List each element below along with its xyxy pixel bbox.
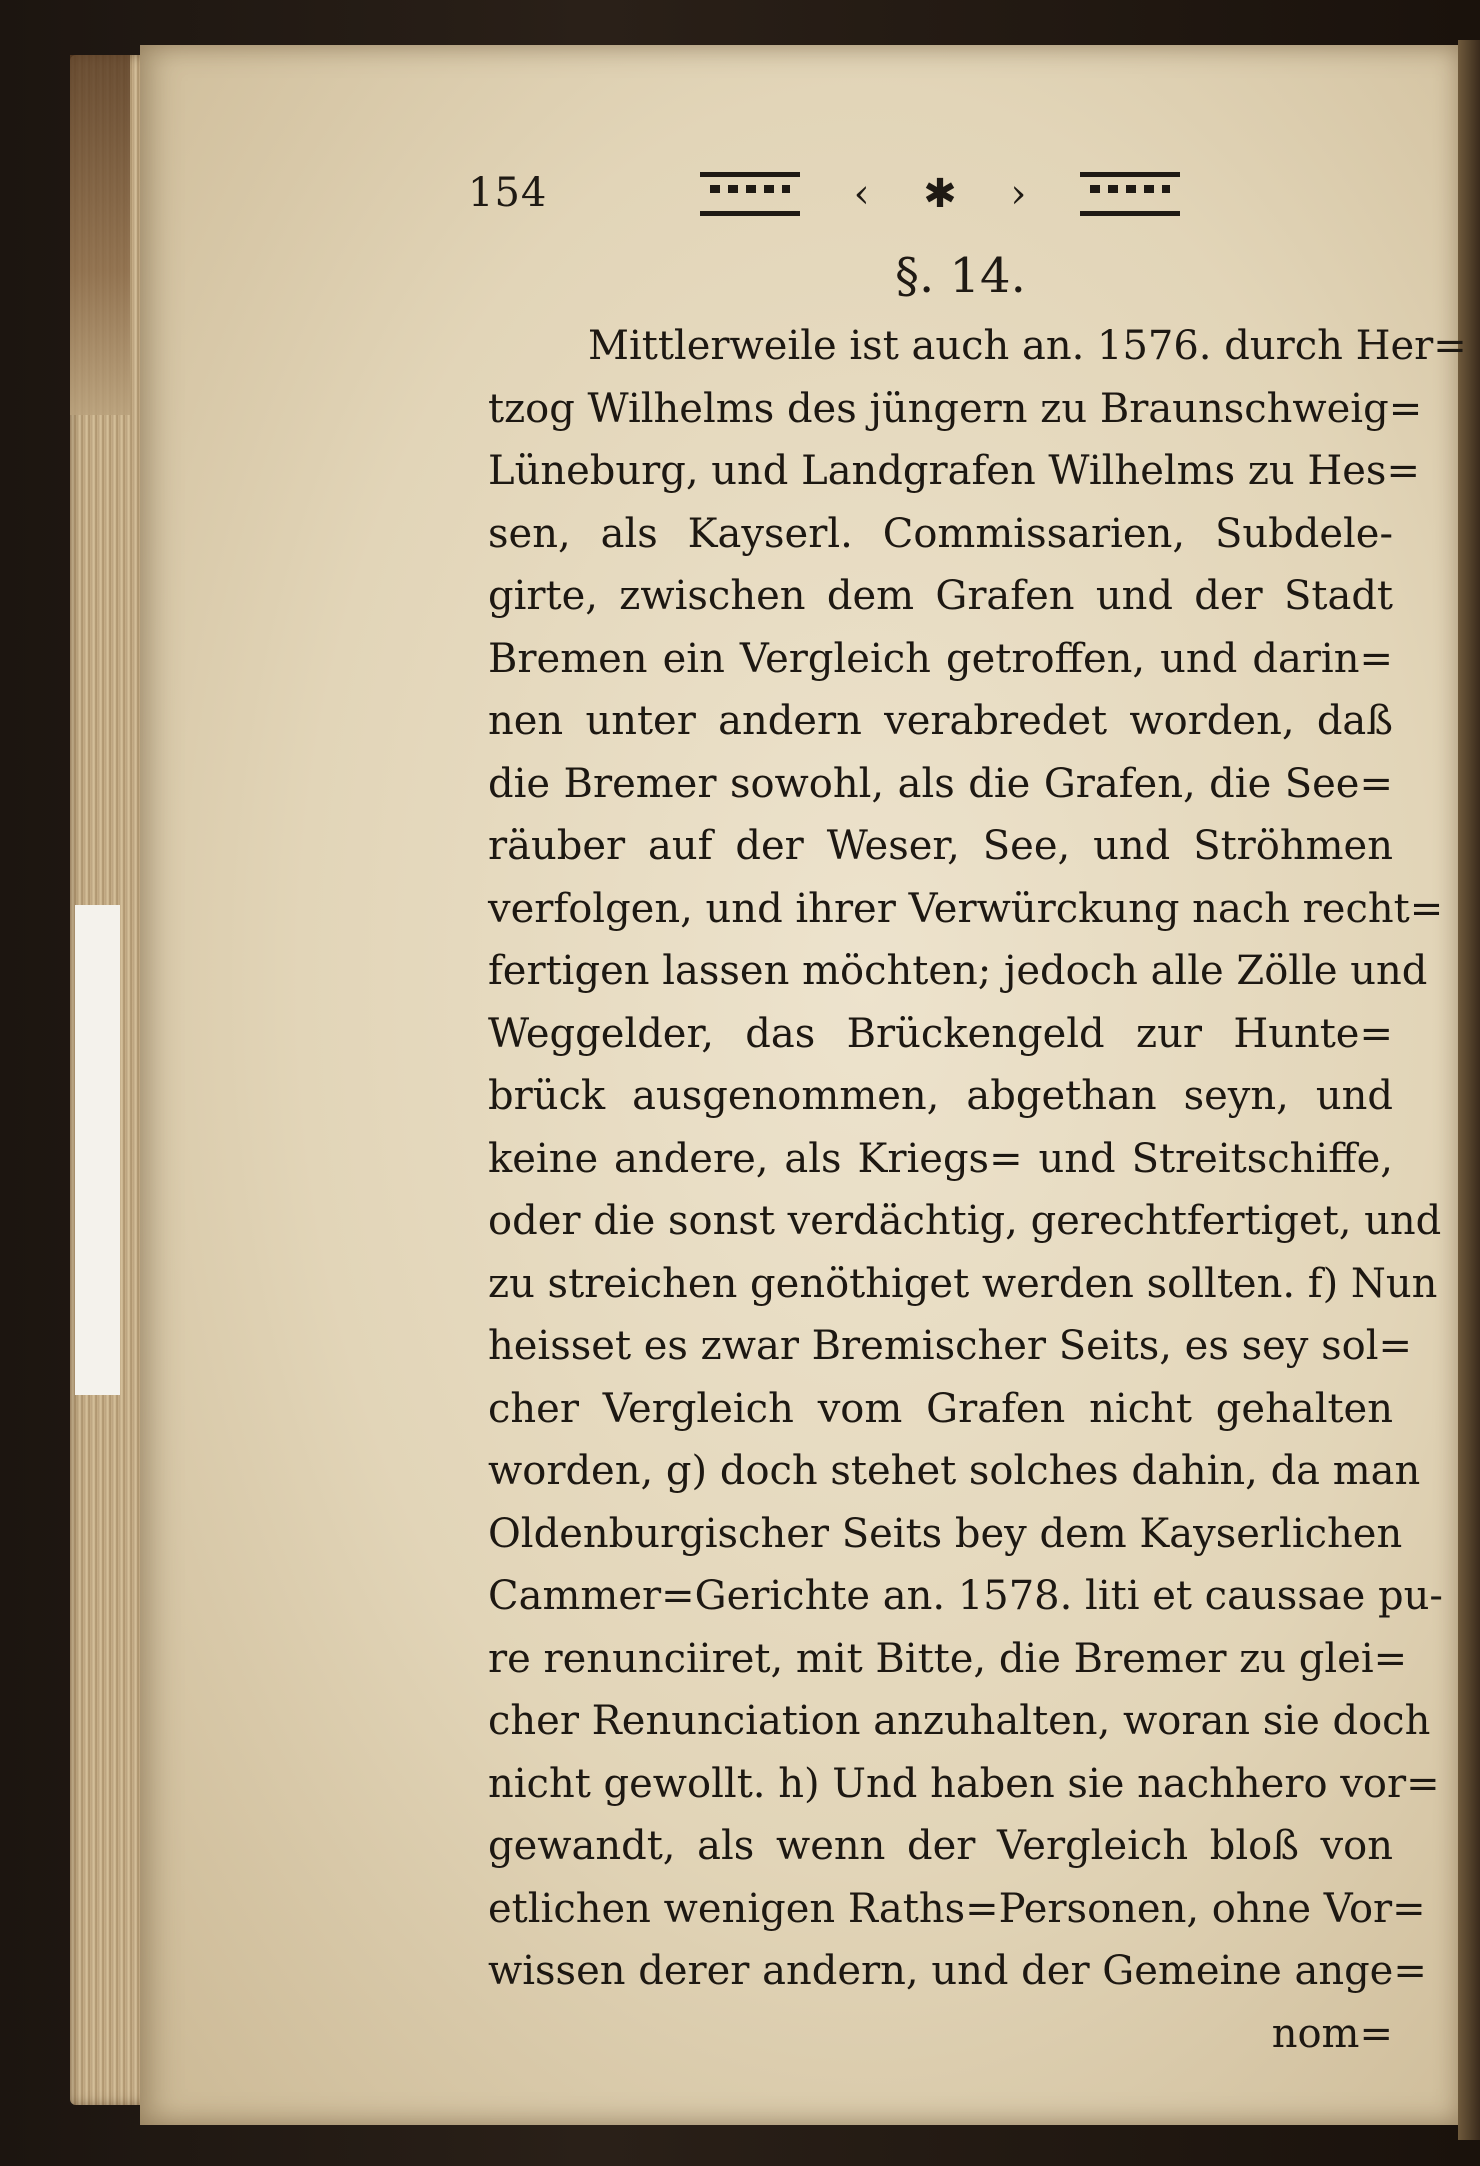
section-heading: §. 14.: [895, 248, 1026, 304]
text-line: tzog Wilhelms des jüngern zu Braunschweig=: [488, 385, 1423, 432]
text-line: keine andere, als Kriegs= und Streitschiffe,: [488, 1135, 1393, 1182]
text-line: räuber auf der Weser, See, und Ströhmen: [488, 823, 1393, 869]
text-line: nen unter andern verabredet worden, daß: [488, 698, 1393, 744]
page-number: 154: [468, 170, 548, 216]
text-line: worden, g) doch stehet solches dahin, da man: [488, 1448, 1421, 1494]
text-line: fertigen lassen möchten; jedoch alle Zölle und: [488, 948, 1428, 994]
text-line: heisset es zwar Bremischer Seits, es sey sol=: [488, 1323, 1413, 1369]
text-line: wissen derer andern, und der Gemeine ange=: [488, 1948, 1427, 1994]
text-line: Bremen ein Vergleich getroffen, und darin=: [488, 635, 1393, 682]
ornament-star-icon: ✱: [923, 171, 957, 217]
ornament-right-arrow: ›: [1010, 171, 1027, 217]
text-line: nicht gewollt. h) Und haben sie nachhero vor=: [488, 1760, 1440, 1807]
text-line: oder die sonst verdächtig, gerechtfertiget, und: [488, 1198, 1442, 1244]
text-line: Weggelder, das Brückengeld zur Hunte=: [488, 1010, 1393, 1057]
text-line: Mittlerweile ist auch an. 1576. durch Her=: [588, 323, 1467, 369]
book-spine: [70, 55, 130, 415]
text-line: cher Renunciation anzuhalten, woran sie doch: [488, 1698, 1431, 1744]
text-line: die Bremer sowohl, als die Grafen, die See=: [488, 760, 1393, 807]
text-line: sen, als Kayserl. Commissarien, Subdele-: [488, 510, 1393, 557]
text-line: gewandt, als wenn der Vergleich bloß von: [488, 1823, 1393, 1869]
text-line: Lüneburg, und Landgrafen Wilhelms zu Hes=: [488, 448, 1420, 494]
catchword: nom=: [1271, 2010, 1393, 2057]
text-line: brück ausgenommen, abgethan seyn, und: [488, 1073, 1393, 1119]
paper-tab: [75, 905, 120, 1395]
ornament-right-bar: [1080, 172, 1180, 216]
text-line: re renunciiret, mit Bitte, die Bremer zu glei=: [488, 1635, 1408, 1682]
body-text: [488, 315, 1467, 2065]
ornament-left-bar: [700, 172, 800, 216]
ornament-left-arrow: ‹: [853, 171, 870, 217]
text-line: cher Vergleich vom Grafen nicht gehalten: [488, 1385, 1393, 1432]
text-line: Oldenburgischer Seits bey dem Kayserlichen: [488, 1510, 1403, 1557]
text-line: etlichen wenigen Raths=Personen, ohne Vor=: [488, 1885, 1426, 1932]
text-line: zu streichen genöthiget werden sollten. f) Nun: [488, 1260, 1438, 1307]
text-line: verfolgen, und ihrer Verwürckung nach recht=: [488, 885, 1444, 932]
header-ornament: [700, 166, 1180, 222]
text-line: girte, zwischen dem Grafen und der Stadt: [488, 573, 1393, 619]
text-line: Cammer=Gerichte an. 1578. liti et caussae pu-: [488, 1573, 1443, 1619]
